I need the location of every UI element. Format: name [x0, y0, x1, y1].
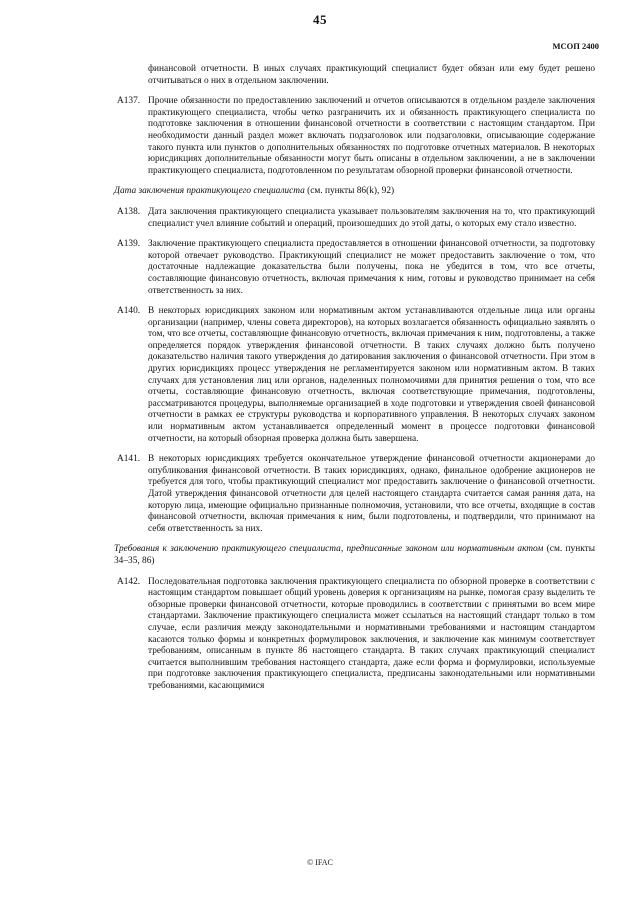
paragraph-a142 — [117, 577, 595, 693]
standard-code: МСОП 2400 — [552, 41, 599, 51]
section-heading-ref: (см. пункты 86(k), 92) — [304, 186, 395, 197]
section-heading-ref: (см. пункты 34–35, 86) — [114, 544, 595, 566]
section-heading-title: Требования к заключению практикующего специалиста, предписанные законом или нормативным актом — [114, 544, 544, 555]
paragraph-number: A138. — [117, 206, 141, 217]
paragraph-text: Заключение практикующего специалиста предоставляется в отношении финансовой отчетности, за подготовку которой отвечает руководство. Практикующий специалист не может предоставить заключение о том, что достаточные надлежащие доказательства были получены, пока не убедится в том, что все отчеты, составляющие финансовую отчетность, включая примечания к ним, готовы и руководство принимает на себя ответственность за них. — [148, 239, 595, 296]
paragraph-number: A142. — [117, 576, 141, 587]
footer-copyright: © IFAC — [307, 858, 333, 867]
paragraph-number: A140. — [117, 306, 141, 317]
page-body — [114, 64, 595, 702]
paragraph-a139 — [117, 239, 595, 297]
section-heading-title: Дата заключения практикующего специалиста — [114, 186, 305, 197]
page-number: 45 — [313, 12, 327, 27]
paragraph-a141 — [117, 454, 595, 535]
paragraph-a137 — [117, 96, 595, 177]
paragraph-a138 — [117, 207, 595, 230]
paragraph-number: A139. — [117, 239, 141, 250]
paragraph-number: A141. — [117, 454, 141, 465]
paragraph-text: Дата заключения практикующего специалиста указывает пользователям заключения на то, что практикующий специалист учел влияние событий и операций, произошедших до этой даты, о которых ему стало известно. — [148, 206, 595, 229]
paragraph-text: Последовательная подготовка заключения практикующего специалиста по обзорной проверке в соответствии с настоящим стандартом повышает общий уровень доверия к организациям на рынке, помогая сразу выделить те обзорные проверки финансовой отчетности, которые проводились в соответствии с принятыми во всем мире стандартами. Заключение практикующего специалиста может ссылаться на настоящий стандарт только в том случае, если различия между законодательными и нормативными требованиями и настоящим стандартом касаются только формы и конкретных формулировок заключения, и заключение как минимум соответствует требованиям, описанным в пункте 86 настоящего стандарта. В таких случаях практикующий специалист считается выполнившим требования настоящего стандарта, даже если форма и формулировки, используемые при подготовке заключения практикующего специалиста, предписаны законодательными или нормативными требованиями, касающимися — [148, 576, 595, 691]
paragraph-text: Прочие обязанности по предоставлению заключений и отчетов описываются в отдельном разделе заключения практикующего специалиста, чтобы четко разграничить их и обязанность практикующего специалиста по подготовке заключения в отношении финансовой отчетности в соответствии с настоящим стандартом. При необходимости данный раздел может включать подзаголовок или подзаголовки, описывающие содержание такого пункта или пунктов о дополнительных обязанностях по подготовке отчетных материалов. В некоторых юрисдикциях дополнительные обязанности могут быть описаны в отдельном заключении, а не в заключении практикующего специалиста, подготовленном по результатам обзорной проверки финансовой отчетности. — [148, 96, 595, 176]
paragraph-continuation: финансовой отчетности. В иных случаях практикующий специалист будет обязан или ему будет решено отчитываться о них в отдельном заключении. — [148, 64, 595, 86]
paragraph-text: В некоторых юрисдикциях требуется окончательное утверждение финансовой отчетности акционерами до опубликования финансовой отчетности. В таких юрисдикциях, однако, финальное одобрение акционеров не требуется для того, чтобы практикующий специалист мог предоставить заключение о финансовой отчетности. Датой утверждения финансовой отчетности для целей настоящего стандарта считается самая ранняя дата, на которую лица, имеющие официально признанные полномочия, установили, что все отчеты, входящие в состав финансовой отчетности, включая примечания к ним, были подготовлены, и подтвердили, что принимают на себя ответственность за них. — [148, 454, 595, 534]
paragraph-a140 — [117, 306, 595, 445]
section-heading-date — [114, 186, 595, 198]
section-heading-requirements — [114, 544, 595, 567]
paragraph-number: A137. — [117, 96, 141, 107]
paragraph-text: В некоторых юрисдикциях законом или нормативным актом устанавливаются отдельные лица или органы организации (например, члены совета директоров), на которых возлагается обязанность официально заявлять о том, что все отчеты, составляющие финансовую отчетность, включая примечания к ним, подготовлены, а также определяется порядок утверждения финансовой отчетности. В таких случаях должно быть получено доказательство наличия такого утверждения до датирования заключения о финансовой отчетности. При этом в других юрисдикциях процесс утверждения не регламентируется законом или нормативным актом. В таких случаях для установления лиц или органов, наделенных полномочиями для принятия решения о том, что все отчеты, составляющие финансовую отчетность, включая соответствующие примечания, подготовлены, рассматриваются процедуры, выполняемые организацией в ходе подготовки и утверждения своей финансовой отчетности в рамках ее структуры руководства и корпоративного управления. В некоторых случаях законом или нормативным актом устанавливается определенный момент в процессе подготовки финансовой отчетности, на который обзорная проверка должна быть завершена. — [148, 306, 595, 444]
